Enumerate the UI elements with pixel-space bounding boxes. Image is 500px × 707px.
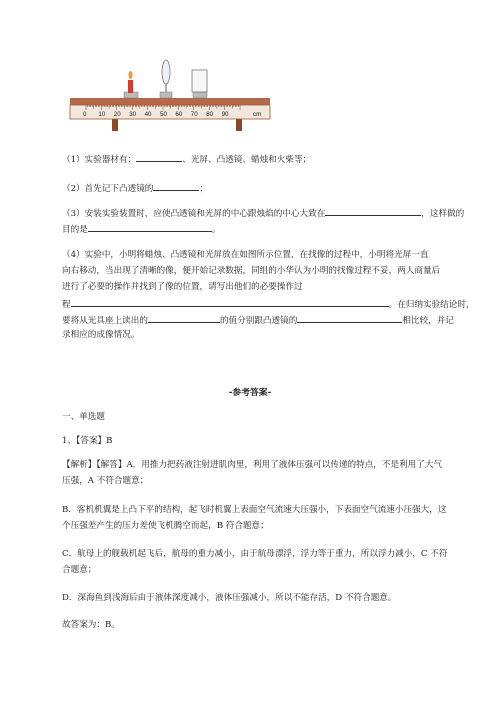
ruler-tick-label: 10 <box>98 111 106 118</box>
question-1: （1）实验器材有： 、光屏、凸透镜、蜡烛和火柴等； <box>62 152 462 166</box>
bench-top <box>70 98 270 105</box>
ruler-tick-label: 50 <box>160 111 167 118</box>
question-4-line-5: 要将从光具座上读出的 的值分别跟凸透镜的 相比较，并记 <box>62 313 462 327</box>
ruler-tick-label: 80 <box>206 111 214 118</box>
question-4-line-3: 进行了必要的操作并找到了像的位置，请写出他们的必要操作过 <box>62 282 303 292</box>
question-2: （2）首先记下凸透镜的 ； <box>62 181 462 195</box>
question-4-line-2: 向右移动，当出现了清晰的像，便开始记录数据，同组的小华认为小明的找像过程不妥，两人商量后 <box>62 266 441 276</box>
final-answer: 故答案为：B。 <box>62 620 120 630</box>
light-screen <box>192 70 207 92</box>
answer-blank[interactable] <box>325 206 421 216</box>
ruler-tick-label: 30 <box>129 111 137 118</box>
ruler-tick-label: 0 <box>83 111 87 118</box>
option-b-line-1: B．客机机翼是上凸下平的结构，起飞时机翼上表面空气流速大压强小，下表面空气流速小压强大，这 <box>62 505 447 515</box>
ruler-labels <box>0 109 500 119</box>
convex-lens-icon <box>162 60 170 84</box>
answer-blank[interactable] <box>297 313 402 323</box>
ruler-tick-label: 20 <box>113 111 121 118</box>
answer-label: 1、【答案】B <box>62 436 113 446</box>
answer-blank[interactable] <box>71 297 389 307</box>
analysis-line-2: 压强，A 不符合题意； <box>62 476 149 486</box>
optical-bench-figure <box>0 0 500 140</box>
ruler-unit-label: cm <box>253 111 262 118</box>
answer-section-title: -参考答案- <box>228 388 272 398</box>
answer-blank[interactable] <box>153 181 199 191</box>
option-c-line-1: C．航母上的舰载机起飞后，航母的重力减小，由于航母漂浮，浮力等于重力，所以浮力减小，C 不符 <box>62 549 448 559</box>
option-c-line-2: 合题意； <box>62 565 97 575</box>
ruler-tick-label: 70 <box>190 111 198 118</box>
question-3-line-1: （3）安装实验装置时，应使凸透镜和光屏的中心跟烛焰的中心大致在 ，这样做的 <box>62 206 462 220</box>
answer-blank[interactable] <box>88 222 212 232</box>
question-4-line-6: 录相应的成像情况。 <box>62 330 140 340</box>
question-4-line-1: （4）实验中，小明将蜡烛、凸透镜和光屏放在如图所示位置，在找像的过程中，小明将光屏一直 <box>62 250 429 260</box>
candle <box>128 80 133 93</box>
question-3-line-2: 目的是 。 <box>62 222 462 236</box>
ruler-tick-label: 60 <box>175 111 183 118</box>
bench-leg-left <box>112 119 118 131</box>
question-4-line-4: 程 。在归纳实验结论时， <box>62 297 462 311</box>
answer-blank[interactable] <box>136 152 182 162</box>
candle-flame-icon <box>129 71 133 79</box>
analysis-line-1: 【解析】【解答】A．用推力把药液注射进肌肉里，利用了液体压强可以传递的特点，不是利用了大气 <box>62 460 443 470</box>
ruler-tick-label: 40 <box>144 111 152 118</box>
ruler-tick-label: 90 <box>221 111 229 118</box>
option-d-line: D．深海鱼到浅海后由于液体深度减小，液体压强减小，所以不能存活，D 不符合题意。 <box>62 593 397 603</box>
lens-holder <box>160 92 172 98</box>
screen-holder <box>193 92 207 98</box>
section-label: 一、单选题 <box>62 412 105 422</box>
option-b-line-2: 个压强差产生的压力差使飞机腾空而起，B 符合题意； <box>62 521 269 531</box>
bench-leg-right <box>236 119 242 131</box>
answer-blank[interactable] <box>148 313 220 323</box>
